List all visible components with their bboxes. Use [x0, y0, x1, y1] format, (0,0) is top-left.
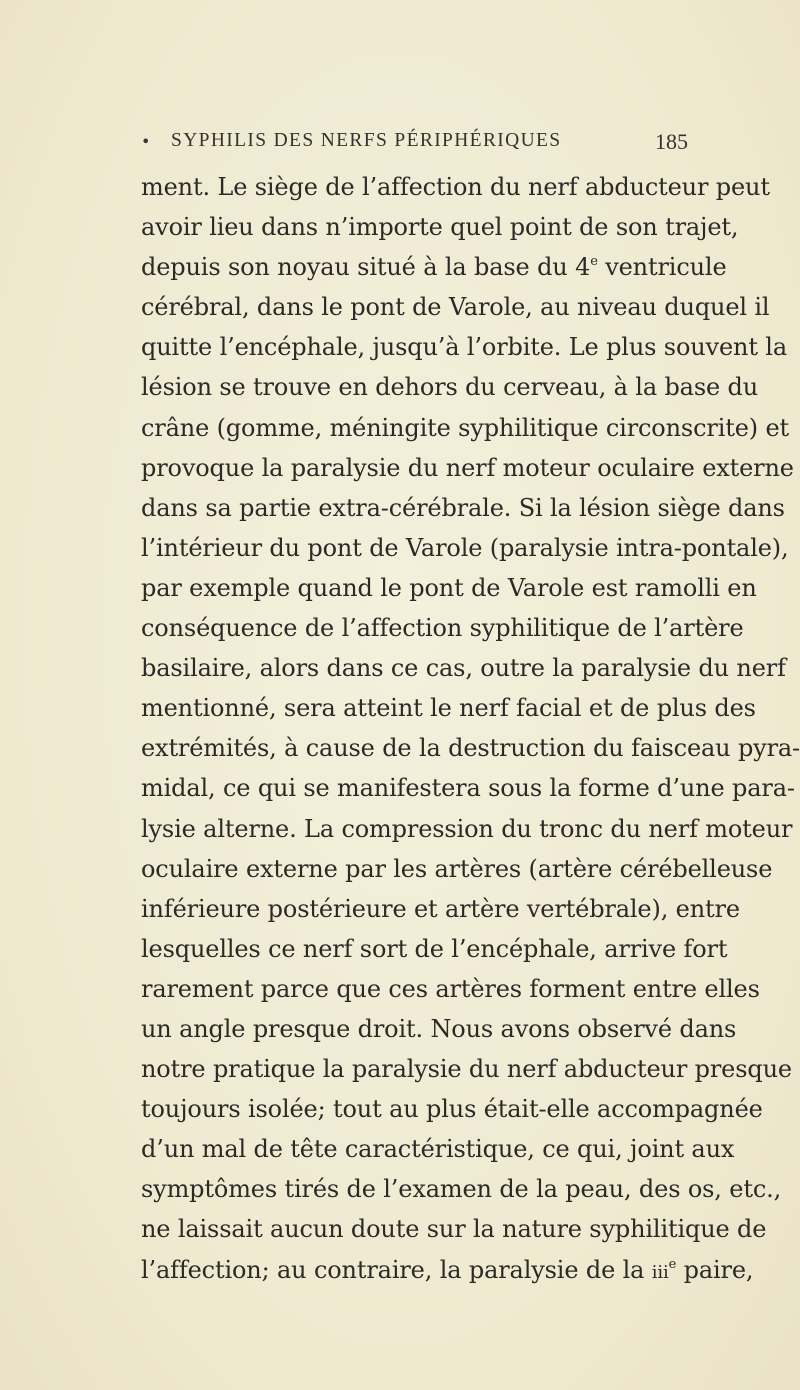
- text-line: cérébral, dans le pont de Varole, au niveau duquel il: [141, 293, 770, 322]
- text-line: par exemple quand le pont de Varole est ramolli en: [141, 573, 757, 602]
- text-line: inférieure postérieure et artère vertébrale), entre: [141, 894, 740, 923]
- body-text: [141, 167, 800, 1290]
- text-line: quitte l’encéphale, jusqu’à l’orbite. Le plus souvent la: [141, 333, 787, 362]
- text-line: extrémités, à cause de la destruction du faisceau pyra-: [141, 734, 800, 763]
- running-header: [0, 128, 800, 158]
- text-line: l’intérieur du pont de Varole (paralysie intra-pontale),: [141, 533, 789, 562]
- text-line: oculaire externe par les artères (artère cérébelleuse: [141, 854, 773, 883]
- ordinal-superscript: e: [590, 254, 598, 270]
- text-line: provoque la paralysie du nerf moteur oculaire externe: [141, 453, 794, 482]
- text-line: crâne (gomme, méningite syphilitique circonscrite) et: [141, 413, 790, 442]
- header-bullet: •: [141, 132, 151, 151]
- text-line-end: paire,: [676, 1255, 754, 1284]
- text-line-start: l’affection; au contraire, la paralysie de la: [141, 1255, 645, 1284]
- text-line: [141, 247, 727, 287]
- text-line: conséquence de l’affection syphilitique de l’artère: [141, 614, 744, 643]
- text-line: lesquelles ce nerf sort de l’encéphale, arrive fort: [141, 934, 728, 963]
- text-line: toujours isolée; tout au plus était-elle accompagnée: [141, 1095, 763, 1124]
- text-line: dans sa partie extra-cérébrale. Si la lésion siège dans: [141, 493, 785, 522]
- text-line: ment. Le siège de l’affection du nerf abducteur peut: [141, 173, 770, 201]
- text-line: avoir lieu dans n’importe quel point de son trajet,: [141, 213, 739, 242]
- text-line: rarement parce que ces artères forment entre elles: [141, 974, 760, 1003]
- ordinal-superscript: e: [668, 1256, 677, 1272]
- text-line-end: ventricule: [597, 253, 727, 282]
- running-title: SYPHILIS DES NERFS PÉRIPHÉRIQUES: [171, 130, 562, 151]
- page-number: 185: [655, 129, 688, 154]
- text-line: basilaire, alors dans ce cas, outre la paralysie du nerf: [141, 654, 786, 683]
- roman-numeral: [651, 1256, 677, 1283]
- text-line: lésion se trouve en dehors du cerveau, à la base du: [141, 373, 759, 402]
- text-line: un angle presque droit. Nous avons observé dans: [141, 1014, 737, 1043]
- text-line: [141, 1250, 754, 1290]
- text-line: midal, ce qui se manifestera sous la forme d’une para-: [141, 774, 795, 803]
- text-line: d’un mal de tête caractéristique, ce qui, joint aux: [141, 1135, 735, 1164]
- text-line: ne laissait aucun doute sur la nature syphilitique de: [141, 1215, 767, 1244]
- text-line: symptômes tirés de l’examen de la peau, des os, etc.,: [141, 1175, 782, 1204]
- roman-numeral-text: iii: [651, 1261, 669, 1283]
- text-line-start: depuis son noyau situé à la base du 4: [141, 253, 591, 282]
- text-line: notre pratique la paralysie du nerf abducteur presque: [141, 1055, 792, 1084]
- text-line: lysie alterne. La compression du tronc du nerf moteur: [141, 814, 793, 843]
- text-line: mentionné, sera atteint le nerf facial et de plus des: [141, 694, 756, 723]
